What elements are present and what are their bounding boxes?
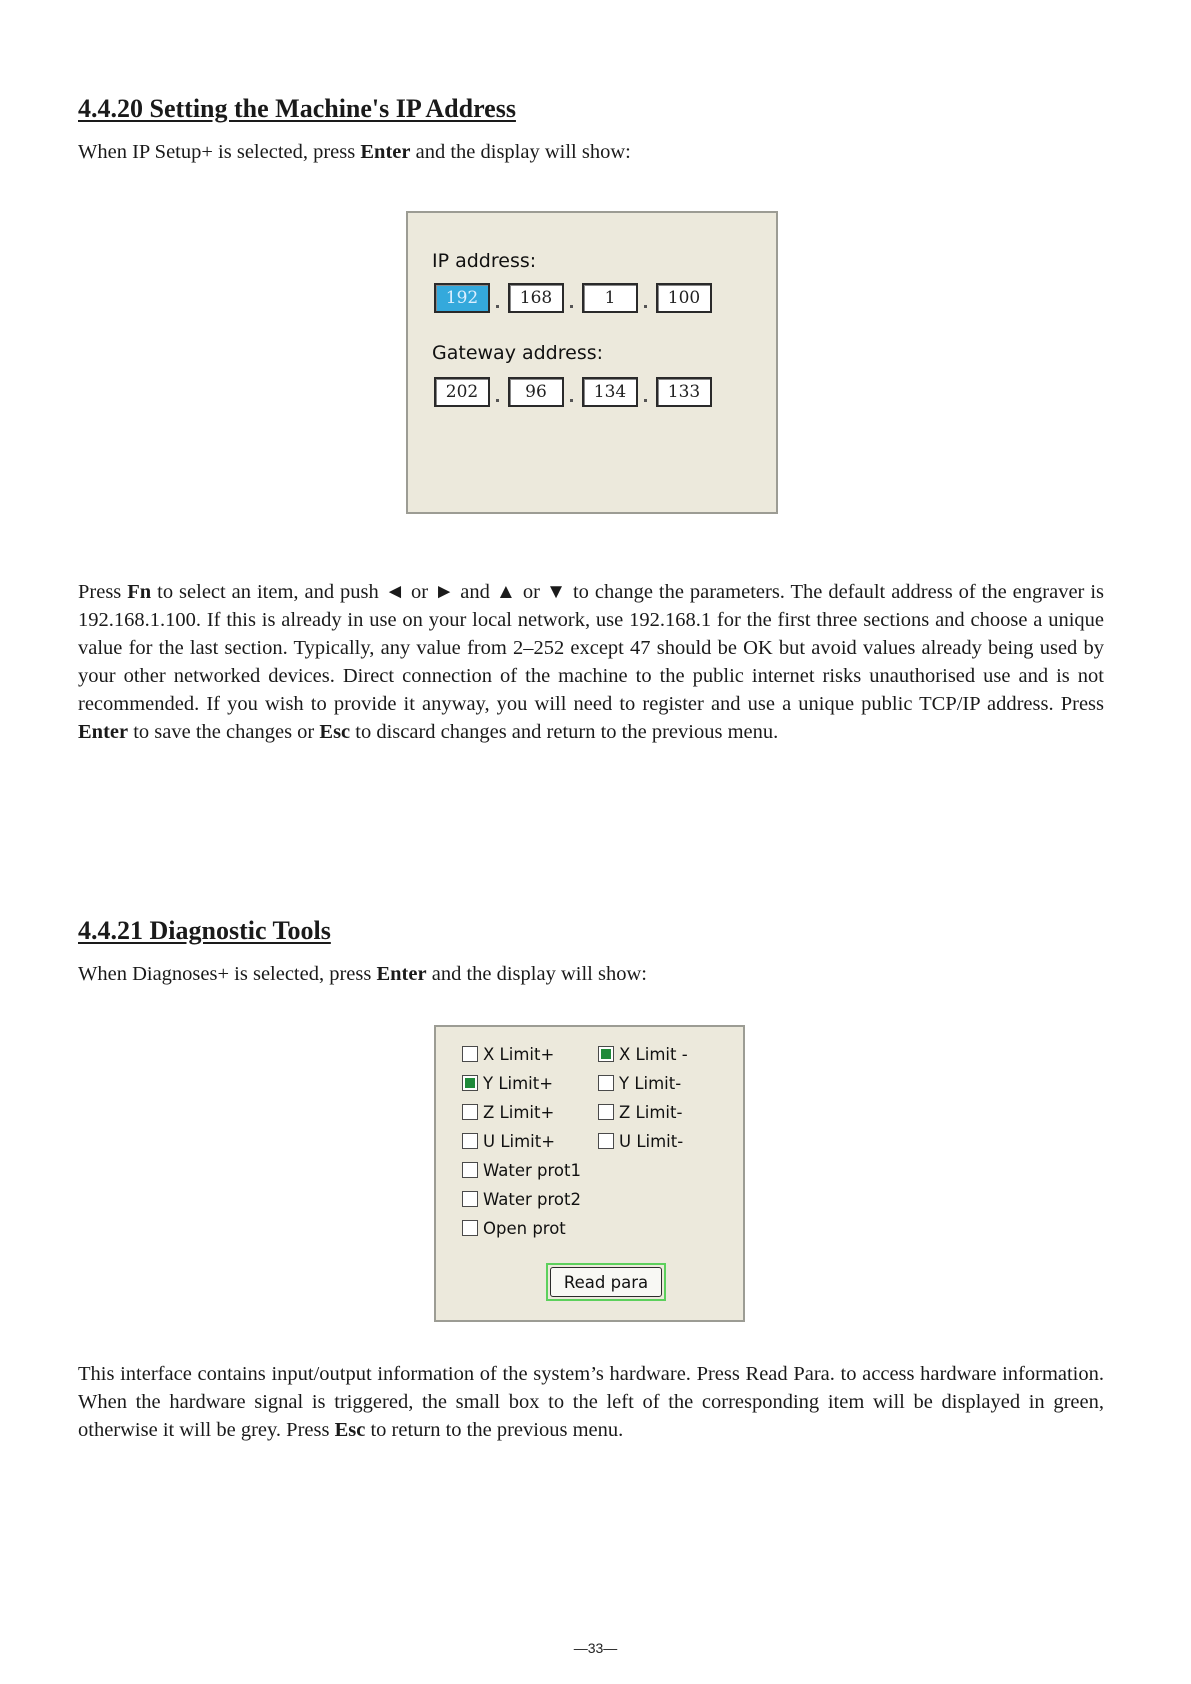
checkbox-z-limit-plus[interactable] bbox=[462, 1101, 554, 1123]
checkbox-label: Water prot2 bbox=[483, 1189, 581, 1209]
checkbox-fill bbox=[601, 1049, 611, 1059]
checkbox-icon bbox=[598, 1046, 614, 1062]
checkbox-label: U Limit+ bbox=[483, 1131, 556, 1151]
checkbox-u-limit-minus[interactable] bbox=[598, 1130, 683, 1152]
ip-body-text-4: to discard changes and return to the previous menu. bbox=[350, 721, 779, 743]
ip-body-text-2: to select an item, and push ◄ or ► and ▲ or ▼ to change the parameters. The default address of the engraver is 192.168.1.100. If this is already in use on your local network, use 192.168.1 for the first three sections and choose a unique value for the last section. Typically, any value from 2–252 except 47 should be OK but avoid values already being used by your other networked devices. Direct connection of the machine to the public internet risks unauthorised use and is not recommended. If you wish to provide it anyway, you will need to register and use a unique public TCP/IP address. Press bbox=[78, 581, 1104, 715]
diag-intro-text-1: When Diagnoses+ is selected, press bbox=[78, 963, 377, 985]
ip-dot-1 bbox=[496, 305, 499, 308]
checkbox-label: U Limit- bbox=[619, 1131, 684, 1151]
ip-intro bbox=[78, 138, 631, 166]
ip-intro-text-1: When IP Setup+ is selected, press bbox=[78, 141, 361, 163]
diag-intro-text-2: and the display will show: bbox=[426, 963, 647, 985]
diag-body-text-2: to return to the previous menu. bbox=[365, 1419, 624, 1441]
checkbox-label: Y Limit- bbox=[619, 1073, 682, 1093]
ip-octet-1[interactable]: 192 bbox=[434, 283, 490, 313]
ip-dot-2 bbox=[570, 305, 573, 308]
heading-diagnostic-tools: 4.4.21 Diagnostic Tools bbox=[78, 916, 331, 945]
checkbox-icon bbox=[462, 1220, 478, 1236]
checkbox-icon bbox=[598, 1075, 614, 1091]
ip-body-esc-key: Esc bbox=[319, 721, 351, 743]
gateway-octet-2[interactable]: 96 bbox=[508, 377, 564, 407]
checkbox-open-prot[interactable] bbox=[462, 1217, 566, 1239]
diag-body-esc-key: Esc bbox=[334, 1419, 366, 1441]
checkbox-icon bbox=[462, 1046, 478, 1062]
ip-intro-text-2: and the display will show: bbox=[410, 141, 631, 163]
ip-address-label: IP address: bbox=[432, 250, 537, 272]
diag-instructions bbox=[78, 1360, 1104, 1444]
ip-octet-4[interactable]: 100 bbox=[656, 283, 712, 313]
diag-intro-enter-key: Enter bbox=[376, 963, 427, 985]
ip-instructions bbox=[78, 578, 1104, 746]
checkbox-label: Y Limit+ bbox=[483, 1073, 554, 1093]
gateway-octet-3[interactable]: 134 bbox=[582, 377, 638, 407]
ip-body-fn-key: Fn bbox=[127, 581, 152, 603]
diag-intro bbox=[78, 960, 647, 988]
gateway-octet-1[interactable]: 202 bbox=[434, 377, 490, 407]
heading-ip-address: 4.4.20 Setting the Machine's IP Address bbox=[78, 94, 516, 123]
checkbox-icon bbox=[462, 1133, 478, 1149]
checkbox-x-limit-minus[interactable] bbox=[598, 1043, 688, 1065]
gateway-dot-2 bbox=[570, 399, 573, 402]
checkbox-label: X Limit - bbox=[619, 1044, 688, 1064]
ip-body-text-1: Press bbox=[78, 581, 128, 603]
checkbox-y-limit-plus[interactable] bbox=[462, 1072, 553, 1094]
ip-octet-2[interactable]: 168 bbox=[508, 283, 564, 313]
checkbox-fill bbox=[465, 1078, 475, 1088]
ip-dot-3 bbox=[644, 305, 647, 308]
checkbox-z-limit-minus[interactable] bbox=[598, 1101, 682, 1123]
gateway-dot-3 bbox=[644, 399, 647, 402]
checkbox-icon bbox=[462, 1162, 478, 1178]
ip-octet-3[interactable]: 1 bbox=[582, 283, 638, 313]
gateway-dot-1 bbox=[496, 399, 499, 402]
gateway-octet-4[interactable]: 133 bbox=[656, 377, 712, 407]
checkbox-label: X Limit+ bbox=[483, 1044, 555, 1064]
checkbox-icon bbox=[598, 1133, 614, 1149]
diag-body-text-1: This interface contains input/output information of the system’s hardware. Press Read Para. to access hardware information. When the hardware signal is triggered, the small box to the left of the corresponding item will be displayed in green, otherwise it will be grey. Press bbox=[78, 1363, 1104, 1441]
checkbox-icon bbox=[598, 1104, 614, 1120]
ip-address-fields bbox=[434, 283, 734, 315]
checkbox-water-prot1[interactable] bbox=[462, 1159, 581, 1181]
checkbox-label: Water prot1 bbox=[483, 1160, 581, 1180]
checkbox-label: Z Limit- bbox=[619, 1102, 683, 1122]
checkbox-icon bbox=[462, 1075, 478, 1091]
page-number: —33— bbox=[573, 1640, 618, 1656]
checkbox-x-limit-plus[interactable] bbox=[462, 1043, 554, 1065]
read-para-button[interactable]: Read para bbox=[550, 1267, 662, 1297]
checkbox-label: Open prot bbox=[483, 1218, 566, 1238]
ip-body-enter-key: Enter bbox=[78, 721, 129, 743]
ip-body-text-3: to save the changes or bbox=[128, 721, 320, 743]
checkbox-icon bbox=[462, 1191, 478, 1207]
checkbox-icon bbox=[462, 1104, 478, 1120]
checkbox-water-prot2[interactable] bbox=[462, 1188, 581, 1210]
gateway-address-fields bbox=[434, 377, 734, 409]
ip-intro-enter-key: Enter bbox=[360, 141, 411, 163]
checkbox-label: Z Limit+ bbox=[483, 1102, 555, 1122]
checkbox-y-limit-minus[interactable] bbox=[598, 1072, 681, 1094]
read-para-focus-ring bbox=[546, 1263, 666, 1301]
ip-setup-panel bbox=[406, 211, 778, 514]
diagnostics-panel bbox=[434, 1025, 745, 1322]
checkbox-u-limit-plus[interactable] bbox=[462, 1130, 555, 1152]
gateway-address-label: Gateway address: bbox=[432, 342, 604, 364]
